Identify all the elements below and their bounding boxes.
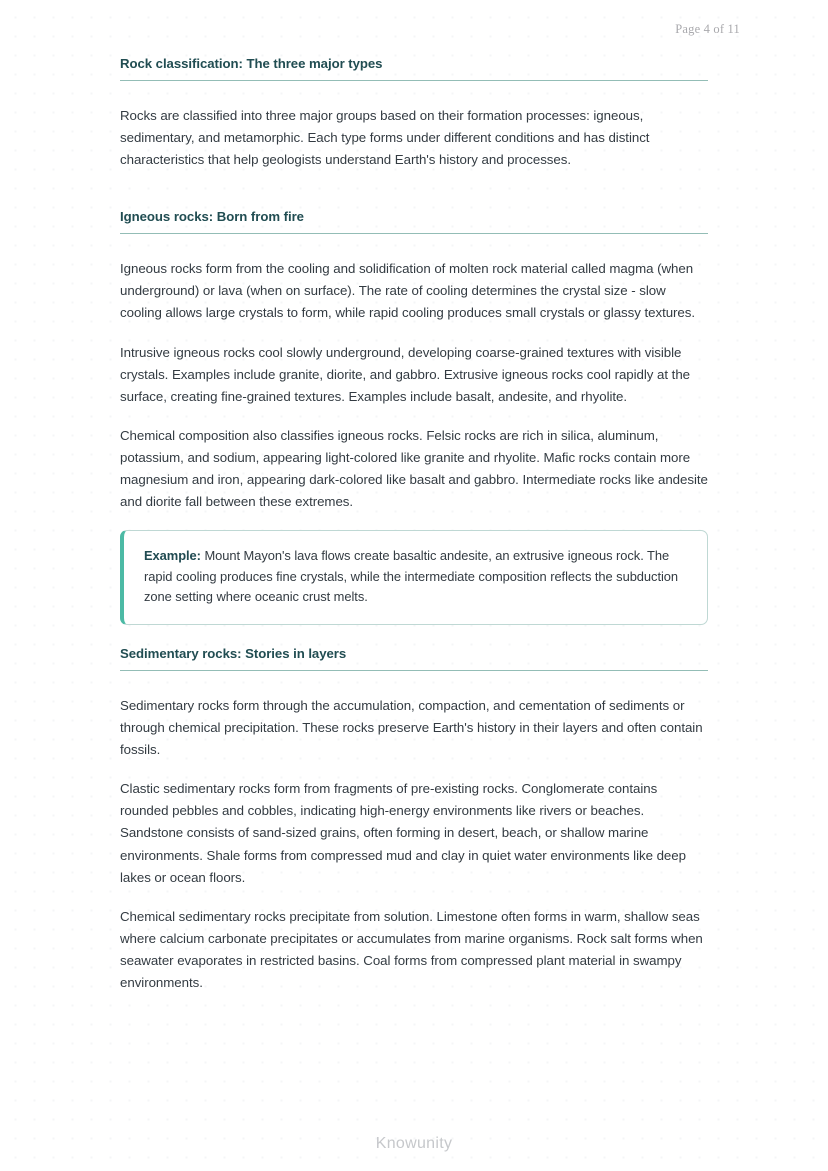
paragraph-rock-classification-1: Rocks are classified into three major groups based on their formation processes: igneous, sedimentary, and metamorphic. Each type forms under different conditions and has distinct characteristics that help geologists understand Earth's history and processes. (120, 108, 650, 168)
section-spacer (120, 625, 708, 646)
section-rock-classification (120, 56, 708, 81)
page-number-indicator: Page 4 of 11 (675, 22, 740, 36)
footer-watermark: Knowunity (375, 1135, 453, 1152)
paragraph-igneous-3: Chemical composition also classifies igneous rocks. Felsic rocks are rich in silica, aluminum, potassium, and sodium, appearing light-colored like granite and rhyolite. Mafic rocks contain more magnesium and iron, appearing dark-colored like basalt and gabbro. Intermediate rocks like andesite and diorite fall between these extremes. (120, 427, 708, 510)
section-heading-igneous-rocks: Igneous rocks: Born from fire (120, 209, 708, 234)
section-heading-rock-classification: Rock classification: The three major types (120, 56, 708, 81)
section-heading-sedimentary-rocks: Sedimentary rocks: Stories in layers (120, 646, 708, 671)
example-callout-box (120, 530, 708, 625)
example-callout-label: Example: (144, 548, 201, 564)
paragraph-sedimentary-3: Chemical sedimentary rocks precipitate from solution. Limestone often forms in warm, shallow seas where calcium carbonate precipitates or accumulates from marine organisms. Rock salt forms when seawater evaporates in restricted basins. Coal forms from compressed plant material in swampy environments. (120, 908, 703, 991)
paragraph-sedimentary-1: Sedimentary rocks form through the accumulation, compaction, and cementation of sediments or through chemical precipitation. These rocks preserve Earth's history in their layers and often contain fossils. (120, 698, 703, 758)
paragraph-sedimentary-2: Clastic sedimentary rocks form from fragments of pre-existing rocks. Conglomerate contains rounded pebbles and cobbles, indicating high-energy environments like rivers or beaches. Sandstone consists of sand-sized grains, often forming in desert, beach, or shallow marine environments. Shale forms from compressed mud and clay in quiet water environments like deep lakes or ocean floors. (120, 781, 686, 885)
example-callout-body: Mount Mayon's lava flows create basaltic andesite, an extrusive igneous rock. The rapid cooling produces fine crystals, while the intermediate composition reflects the subduction zone setting where oceanic crust melts. (144, 548, 679, 605)
example-callout-text (144, 546, 689, 608)
section-igneous-rocks (120, 209, 708, 234)
paragraph-igneous-2: Intrusive igneous rocks cool slowly underground, developing coarse-grained textures with visible crystals. Examples include granite, diorite, and gabbro. Extrusive igneous rocks cool rapidly at the surface, creating fine-grained textures. Examples include basalt, andesite, and rhyolite. (120, 344, 691, 404)
paragraph-igneous-1: Igneous rocks form from the cooling and solidification of molten rock material called magma (when underground) or lava (when on surface). The rate of cooling determines the crystal size - slow cooling allows large crystals to form, while rapid cooling produces small crystals or glassy textures. (120, 261, 696, 321)
section-spacer (120, 188, 708, 209)
document-content (120, 56, 708, 994)
section-sedimentary-rocks (120, 646, 708, 671)
